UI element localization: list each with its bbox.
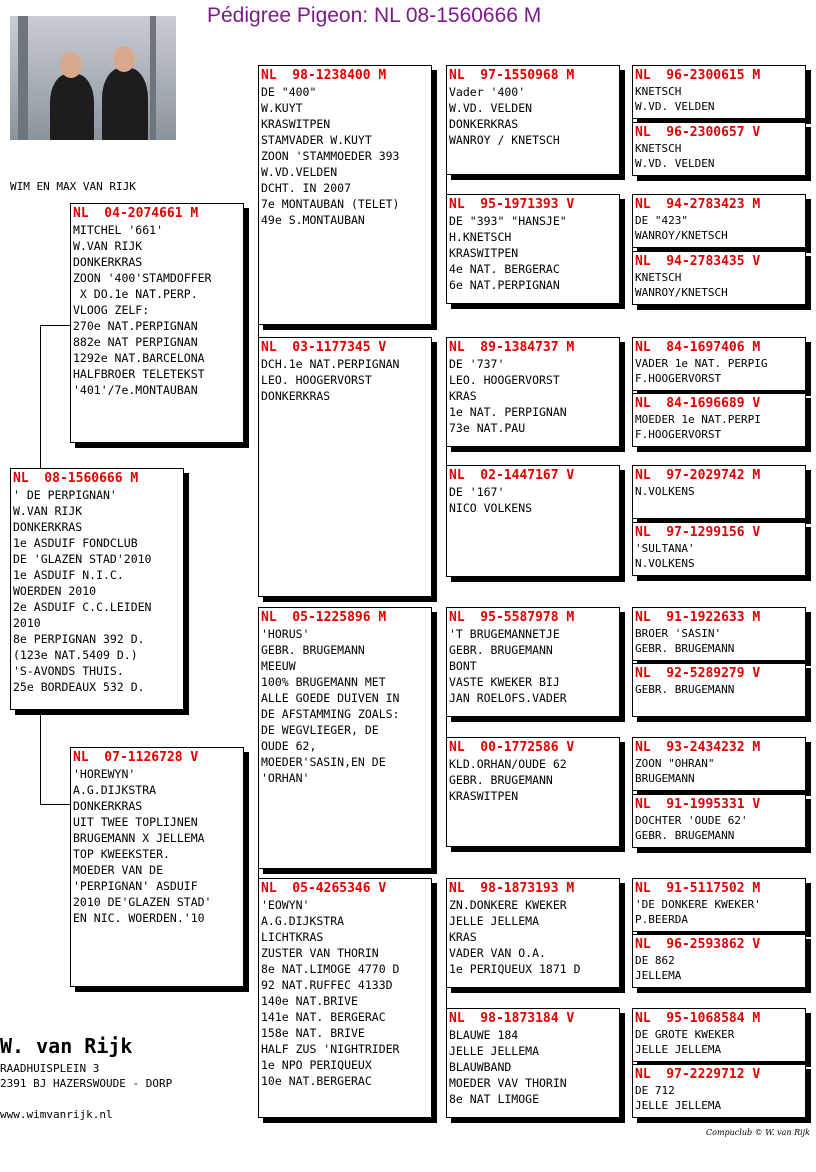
pigeon-card-grandsire-2 [258, 607, 432, 869]
info-line: 2e ASDUIF C.C.LEIDEN [13, 600, 152, 614]
info-line: UIT TWEE TOPLIJNEN [73, 815, 198, 829]
connector-line [432, 931, 447, 1061]
ring-number: NL 84-1697406 M [635, 340, 761, 355]
pigeon-card-gen4-11 [632, 737, 806, 791]
pigeon-card-gen4-4 [632, 251, 806, 305]
info-line: DCHT. IN 2007 [261, 181, 352, 195]
info-line: DOCHTER 'OUDE 62' [635, 814, 748, 827]
info-line: 73e NAT.PAU [449, 421, 526, 435]
info-line: DE 862 [635, 954, 675, 967]
ring-number: NL 05-1225896 M [261, 610, 387, 625]
info-line: ZN.DONKERE KWEKER [449, 898, 567, 912]
pigeon-card-gen4-2 [632, 122, 806, 176]
info-line: A.G.DIJKSTRA [261, 914, 345, 928]
info-line: MITCHEL '661' [73, 223, 164, 237]
pigeon-card-gen3-5 [446, 607, 620, 717]
pigeon-card-gen4-15 [632, 1008, 806, 1062]
info-line: 158e NAT. BRIVE [261, 1026, 365, 1040]
info-line: VADER VAN O.A. [449, 946, 546, 960]
ring-number: NL 96-2300615 M [635, 68, 761, 83]
connector-line [40, 325, 71, 469]
info-line: NICO VOLKENS [449, 501, 533, 515]
pigeon-card-gen4-10 [632, 663, 806, 717]
pigeon-card-gen3-6 [446, 737, 620, 847]
ring-number: NL 03-1177345 V [261, 340, 387, 355]
info-line: 7e MONTAUBAN (TELET) [261, 197, 400, 211]
ring-number: NL 05-4265346 V [261, 881, 387, 896]
info-line: WOERDEN 2010 [13, 584, 97, 598]
pigeon-card-granddam-2 [258, 878, 432, 1118]
info-line: STAMVADER W.KUYT [261, 133, 372, 147]
info-line: GEBR. BRUGEMANN [261, 643, 365, 657]
info-line: JELLE JELLEMA [635, 1099, 722, 1112]
info-line: VASTE KWEKER BIJ [449, 675, 560, 689]
info-line: ZOON 'STAMMOEDER 393 [261, 149, 400, 163]
info-line: GEBR. BRUGEMANN [449, 773, 553, 787]
ring-number: NL 89-1384737 M [449, 340, 575, 355]
pigeon-card-gen3-8 [446, 1008, 620, 1118]
info-line: 140e NAT.BRIVE [261, 994, 358, 1008]
info-line: 25e BORDEAUX 532 D. [13, 680, 145, 694]
info-line: DE 712 [635, 1084, 675, 1097]
pigeon-card-gen3-4 [446, 465, 620, 577]
info-line: KLD.ORHAN/OUDE 62 [449, 757, 567, 771]
info-line: KNETSCH [635, 85, 682, 98]
info-line: BLAUWBAND [449, 1060, 512, 1074]
pigeon-card-gen4-13 [632, 878, 806, 932]
owners-photo [10, 16, 176, 140]
pigeon-card-gen4-5 [632, 337, 806, 391]
info-line: KRASWITPEN [261, 117, 331, 131]
info-line: DONKERKRAS [73, 255, 143, 269]
info-line: DONKERKRAS [13, 520, 83, 534]
info-line: LEO. HOOGERVORST [261, 373, 372, 387]
ring-number: NL 98-1238400 M [261, 68, 387, 83]
info-line: F.HOOGERVORST [635, 428, 722, 441]
info-line: 2010 DE'GLAZEN STAD' [73, 895, 212, 909]
pigeon-card-gen4-8 [632, 522, 806, 576]
info-line: (123e NAT.5409 D.) [13, 648, 138, 662]
info-line: VADER 1e NAT. PERPIG [635, 357, 768, 370]
ring-number: NL 97-2229712 V [635, 1067, 761, 1082]
ring-number: NL 94-2783435 V [635, 254, 761, 269]
ring-number: NL 91-1995331 V [635, 797, 761, 812]
info-line: N.VOLKENS [635, 485, 695, 498]
ring-number: NL 04-2074661 M [73, 206, 199, 221]
pigeon-card-dam [70, 747, 244, 987]
ring-number: NL 97-1550968 M [449, 68, 575, 83]
ring-number: NL 97-2029742 M [635, 468, 761, 483]
info-line: DE 'GLAZEN STAD'2010 [13, 552, 152, 566]
info-line: WANROY/KNETSCH [635, 229, 728, 242]
pigeon-card-gen4-7 [632, 465, 806, 519]
info-line: OUDE 62, [261, 739, 317, 753]
breeder-address-city: 2391 BJ HAZERSWOUDE - DORP [0, 1077, 173, 1090]
ring-number: NL 98-1873193 M [449, 881, 575, 896]
ring-number: NL 84-1696689 V [635, 396, 761, 411]
website-link[interactable]: www.wimvanrijk.nl [0, 1108, 113, 1121]
info-line: 'DE DONKERE KWEKER' [635, 898, 761, 911]
info-line: DE '167' [449, 485, 505, 499]
pigeon-card-gen4-3 [632, 194, 806, 248]
connector-line [40, 711, 71, 805]
info-line: BRUGEMANN X JELLEMA [73, 831, 205, 845]
info-line: MEEUW [261, 659, 296, 673]
info-line: DCH.1e NAT.PERPIGNAN [261, 357, 400, 371]
pigeon-card-gen4-1 [632, 65, 806, 119]
info-line: DE GROTE KWEKER [635, 1028, 735, 1041]
info-line: DE "393" "HANSJE" [449, 214, 567, 228]
info-line: 1e NAT. PERPIGNAN [449, 405, 567, 419]
info-line: BONT [449, 659, 477, 673]
info-line: 'S-AVONDS THUIS. [13, 664, 124, 678]
pigeon-card-gen3-3 [446, 337, 620, 447]
ring-number: NL 96-2300657 V [635, 125, 761, 140]
pigeon-card-gen4-12 [632, 794, 806, 848]
pigeon-card-gen3-7 [446, 878, 620, 988]
software-credit: Compuclub © W. van Rijk [706, 1128, 810, 1137]
info-line: VLOOG ZELF: [73, 303, 150, 317]
ring-number: NL 91-5117502 M [635, 881, 761, 896]
pigeon-card-granddam-1 [258, 337, 432, 597]
pigeon-card-gen4-6 [632, 393, 806, 447]
info-line: 2010 [13, 616, 41, 630]
info-line: ZOON '400'STAMDOFFER [73, 271, 212, 285]
info-line: KNETSCH [635, 271, 682, 284]
ring-number: NL 98-1873184 V [449, 1011, 575, 1026]
info-line: 6e NAT.PERPIGNAN [449, 278, 560, 292]
info-line: 49e S.MONTAUBAN [261, 213, 365, 227]
info-line: ALLE GOEDE DUIVEN IN [261, 691, 400, 705]
info-line: JAN ROELOFS.VADER [449, 691, 567, 705]
info-line: W.VAN RIJK [13, 504, 83, 518]
info-line: 1e ASDUIF FONDCLUB [13, 536, 138, 550]
info-line: LEO. HOOGERVORST [449, 373, 560, 387]
info-line: KRAS [449, 389, 477, 403]
info-line: GEBR. BRUGEMANN [449, 643, 553, 657]
info-line: LICHTKRAS [261, 930, 324, 944]
info-line: 8e NAT LIMOGE [449, 1092, 540, 1106]
info-line: JELLE JELLEMA [635, 1043, 722, 1056]
info-line: KRASWITPEN [449, 789, 519, 803]
info-line: Vader '400' [449, 85, 526, 99]
owner-name: WIM EN MAX VAN RIJK [10, 180, 136, 193]
info-line: W.VD.VELDEN [261, 165, 338, 179]
ring-number: NL 95-5587978 M [449, 610, 575, 625]
info-line: DE AFSTAMMING ZOALS: [261, 707, 400, 721]
pigeon-card-gen4-16 [632, 1064, 806, 1118]
info-line: ' DE PERPIGNAN' [13, 488, 117, 502]
pigeon-card-gen4-9 [632, 607, 806, 661]
info-line: WANROY/KNETSCH [635, 286, 728, 299]
info-line: WANROY / KNETSCH [449, 133, 560, 147]
info-line: 8e NAT.LIMOGE 4770 D [261, 962, 400, 976]
info-line: 882e NAT PERPIGNAN [73, 335, 198, 349]
info-line: HALF ZUS 'NIGHTRIDER [261, 1042, 400, 1056]
info-line: 1e NPO PERIQUEUX [261, 1058, 372, 1072]
info-line: 1e PERIQUEUX 1871 D [449, 962, 581, 976]
connector-line [432, 389, 447, 519]
info-line: JELLE JELLEMA [449, 1044, 540, 1058]
info-line: 100% BRUGEMANN MET [261, 675, 386, 689]
ring-number: NL 97-1299156 V [635, 525, 761, 540]
info-line: GEBR. BRUGEMANN [635, 829, 735, 842]
info-line: A.G.DIJKSTRA [73, 783, 157, 797]
info-line: H.KNETSCH [449, 230, 512, 244]
info-line: 'T BRUGEMANNETJE [449, 627, 560, 641]
info-line: W.VAN RIJK [73, 239, 143, 253]
info-line: 10e NAT.BERGERAC [261, 1074, 372, 1088]
info-line: BROER 'SASIN' [635, 627, 722, 640]
info-line: 270e NAT.PERPIGNAN [73, 319, 198, 333]
ring-number: NL 08-1560666 M [13, 471, 139, 486]
ring-number: NL 95-1068584 M [635, 1011, 761, 1026]
info-line: 8e PERPIGNAN 392 D. [13, 632, 145, 646]
info-line: 'HOREWYN' [73, 767, 136, 781]
info-line: 1e ASDUIF N.I.C. [13, 568, 124, 582]
pigeon-card-gen3-1 [446, 65, 620, 175]
ring-number: NL 91-1922633 M [635, 610, 761, 625]
info-line: MOEDER'SASIN,EN DE [261, 755, 386, 769]
info-line: 92 NAT.RUFFEC 4133D [261, 978, 393, 992]
info-line: HALFBROER TELETEKST [73, 367, 205, 381]
info-line: W.KUYT [261, 101, 303, 115]
info-line: BRUGEMANN [635, 772, 695, 785]
info-line: P.BEERDA [635, 913, 688, 926]
connector-line [432, 661, 447, 791]
info-line: DE "423" [635, 214, 688, 227]
info-line: JELLE JELLEMA [449, 914, 540, 928]
breeder-name: W. van Rijk [0, 1034, 133, 1058]
info-line: X DO.1e NAT.PERP. [73, 287, 198, 301]
connector-line [432, 117, 447, 247]
info-line: DE WEGVLIEGER, DE [261, 723, 379, 737]
info-line: MOEDER VAN DE [73, 863, 164, 877]
info-line: EN NIC. WOERDEN.'10 [73, 911, 205, 925]
info-line: TOP KWEEKSTER. [73, 847, 170, 861]
info-line: 'ORHAN' [261, 771, 310, 785]
info-line: GEBR. BRUGEMANN [635, 683, 735, 696]
info-line: GEBR. BRUGEMANN [635, 642, 735, 655]
info-line: W.VD. VELDEN [635, 100, 715, 113]
info-line: KRAS [449, 930, 477, 944]
page-title: Pédigree Pigeon: NL 08-1560666 M [207, 4, 542, 27]
info-line: ZUSTER VAN THORIN [261, 946, 379, 960]
info-line: DE '737' [449, 357, 505, 371]
info-line: 4e NAT. BERGERAC [449, 262, 560, 276]
pigeon-card-sire [70, 203, 244, 443]
pigeon-card-grandsire-1 [258, 65, 432, 325]
info-line: 'PERPIGNAN' ASDUIF [73, 879, 198, 893]
pigeon-card-gen4-14 [632, 934, 806, 988]
connector-line [244, 742, 259, 978]
info-line: 1292e NAT.BARCELONA [73, 351, 205, 365]
ring-number: NL 96-2593862 V [635, 937, 761, 952]
ring-number: NL 07-1126728 V [73, 750, 199, 765]
info-line: DONKERKRAS [449, 117, 519, 131]
info-line: F.HOOGERVORST [635, 372, 722, 385]
pigeon-card-subject [10, 468, 184, 710]
info-line: MOEDER 1e NAT.PERPI [635, 413, 761, 426]
ring-number: NL 92-5289279 V [635, 666, 761, 681]
info-line: N.VOLKENS [635, 557, 695, 570]
info-line: DONKERKRAS [261, 389, 331, 403]
info-line: MOEDER VAV THORIN [449, 1076, 567, 1090]
info-line: DONKERKRAS [73, 799, 143, 813]
info-line: KNETSCH [635, 142, 682, 155]
ring-number: NL 00-1772586 V [449, 740, 575, 755]
info-line: 'SULTANA' [635, 542, 695, 555]
pigeon-card-gen3-2 [446, 194, 620, 304]
info-line: ZOON "OHRAN" [635, 757, 715, 770]
ring-number: NL 95-1971393 V [449, 197, 575, 212]
info-line: JELLEMA [635, 969, 682, 982]
info-line: BLAUWE 184 [449, 1028, 519, 1042]
ring-number: NL 94-2783423 M [635, 197, 761, 212]
info-line: DE "400" [261, 85, 317, 99]
info-line: W.VD. VELDEN [635, 157, 715, 170]
info-line: 'EOWYN' [261, 898, 310, 912]
ring-number: NL 93-2434232 M [635, 740, 761, 755]
ring-number: NL 02-1447167 V [449, 468, 575, 483]
breeder-address-street: RAADHUISPLEIN 3 [0, 1062, 100, 1075]
connector-line [244, 160, 259, 464]
info-line: 'HORUS' [261, 627, 310, 641]
info-line: W.VD. VELDEN [449, 101, 533, 115]
info-line: 141e NAT. BERGERAC [261, 1010, 386, 1024]
info-line: '401'/7e.MONTAUBAN [73, 383, 198, 397]
info-line: KRASWITPEN [449, 246, 519, 260]
